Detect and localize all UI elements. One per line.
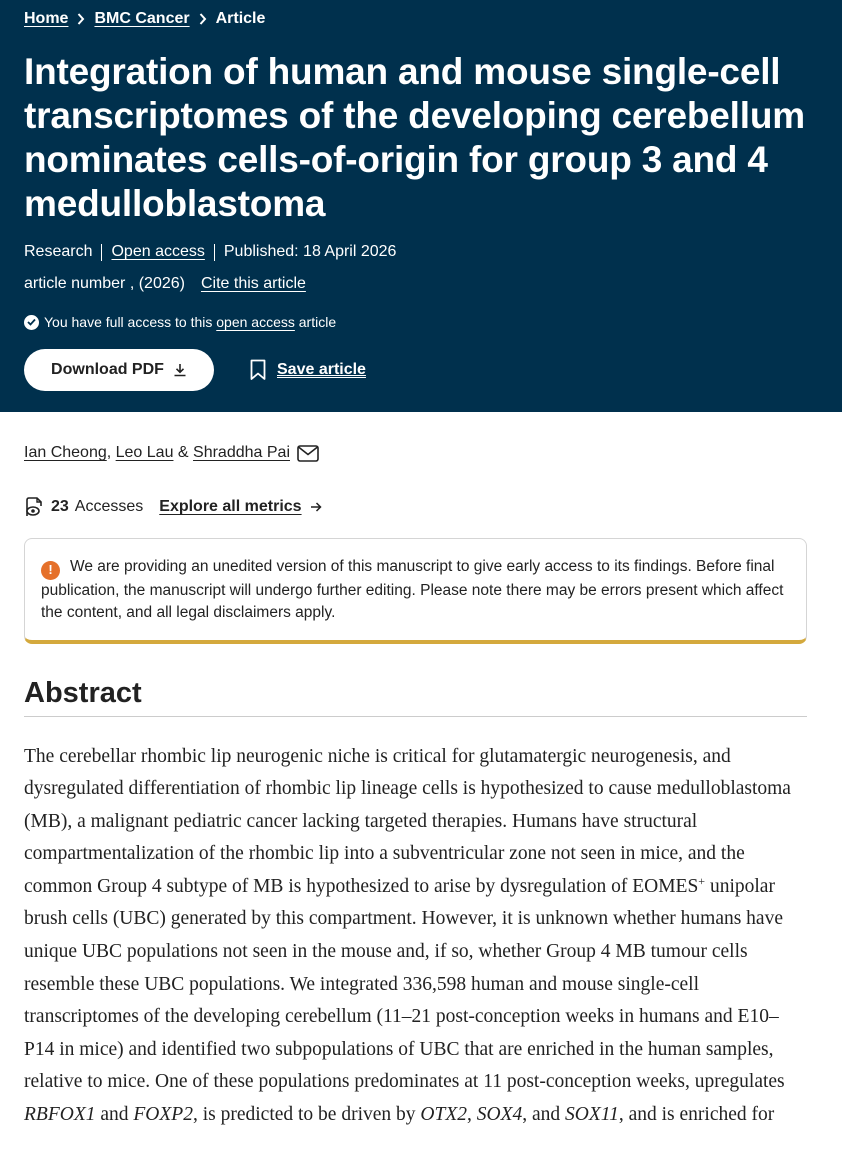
article-meta xyxy=(24,240,818,264)
abstract-heading: Abstract xyxy=(24,677,807,717)
article-number: article number , (2026) xyxy=(24,275,185,292)
abstract-part: , xyxy=(467,1104,477,1126)
gene-name: OTX2 xyxy=(420,1104,468,1126)
gene-name: FOXP2 xyxy=(133,1104,193,1126)
bookmark-icon xyxy=(250,359,266,381)
author-link[interactable]: Shraddha Pai xyxy=(193,444,290,461)
download-icon xyxy=(173,363,187,377)
chevron-right-icon xyxy=(199,13,207,25)
breadcrumb-home-link[interactable]: Home xyxy=(24,10,69,27)
author-separator: , xyxy=(106,444,116,461)
accesses-label: Accesses xyxy=(74,498,144,515)
gene-name: SOX11 xyxy=(565,1104,619,1126)
article-actions xyxy=(24,349,818,391)
article-content xyxy=(0,442,842,1132)
check-circle-icon xyxy=(24,315,39,330)
abstract-part: , is predicted to be driven by xyxy=(192,1104,421,1126)
open-access-link[interactable]: Open access xyxy=(111,243,205,260)
article-title: Integration of human and mouse single-cell transcriptomes of the developing cerebellum nominates cells-of-origin for group 3 and 4 medulloblastoma xyxy=(24,51,805,224)
metrics-row xyxy=(24,496,807,518)
cite-article-link[interactable]: Cite this article xyxy=(200,275,306,292)
divider xyxy=(101,244,102,261)
article-header xyxy=(0,0,842,412)
article-citation-row xyxy=(24,272,818,296)
save-article-button[interactable] xyxy=(250,359,366,381)
breadcrumb xyxy=(24,8,818,30)
abstract-part: , and xyxy=(522,1104,566,1126)
access-open-access-link[interactable]: open access xyxy=(216,314,295,330)
save-article-label: Save article xyxy=(277,361,366,378)
abstract-part: , and is enriched for xyxy=(618,1104,775,1126)
author-link[interactable]: Ian Cheong xyxy=(24,444,107,461)
gene-name: SOX4 xyxy=(476,1104,523,1126)
author-separator: & xyxy=(173,444,194,461)
article-type: Research xyxy=(24,243,93,260)
explore-metrics-link[interactable]: Explore all metrics xyxy=(159,498,302,515)
access-suffix: article xyxy=(298,314,337,330)
author-link[interactable]: Leo Lau xyxy=(115,444,174,461)
gene-name: RBFOX1 xyxy=(24,1104,96,1126)
accesses-icon xyxy=(24,496,46,518)
notice-text: We are providing an unedited version of this manuscript to give early access to its findings. Before final publication, the manuscript will undergo further editing. Please note there may be errors present which affect the content, and all legal disclaimers apply. xyxy=(41,558,784,621)
unedited-manuscript-notice xyxy=(24,538,807,644)
abstract-part: unipolar brush cells (UBC) generated by this compartment. However, it is unknown whether humans have unique UBC populations not seen in the mouse and, if so, whether Group 4 MB tumour cells resemble these UBC populations. We integrated 336,598 human and mouse single-cell transcriptomes of the developing cerebellum (11–21 post-conception weeks in humans and E10–P14 in mice) and identified two subpopulations of UBC that are enriched in the human samples, relative to mice. One of these populations predominates at 11 post-conception weeks, upregulates xyxy=(24,875,785,1093)
abstract-part: and xyxy=(95,1104,134,1126)
access-prefix: You have full access to this xyxy=(44,314,213,330)
abstract-part: The cerebellar rhombic lip neurogenic niche is critical for glutamatergic neurogenesis, and dysregulated differentiation of rhombic lip lineage cells is hypothesized to cause medulloblastoma (MB), a malignant pediatric cancer lacking targeted therapies. Humans have structural compartmentalization of the rhombic lip into a subventricular zone not seen in mice, and the common Group 4 subtype of MB is hypothesized to arise by dysregulation of EOMES xyxy=(24,745,791,897)
access-notice xyxy=(24,312,818,332)
warning-icon: ! xyxy=(41,561,60,580)
divider xyxy=(214,244,215,261)
download-pdf-label: Download PDF xyxy=(51,361,164,378)
chevron-right-icon xyxy=(77,13,85,25)
abstract-text xyxy=(24,741,809,1132)
published-date: Published: 18 April 2026 xyxy=(223,243,397,260)
author-list xyxy=(24,442,807,464)
accesses-count: 23 xyxy=(51,498,69,515)
breadcrumb-current: Article xyxy=(215,10,266,27)
download-pdf-button[interactable] xyxy=(24,349,214,391)
mail-icon[interactable] xyxy=(297,445,319,462)
breadcrumb-journal-link[interactable]: BMC Cancer xyxy=(94,10,190,27)
arrow-right-icon xyxy=(310,501,322,513)
abstract-superscript: + xyxy=(698,873,706,888)
